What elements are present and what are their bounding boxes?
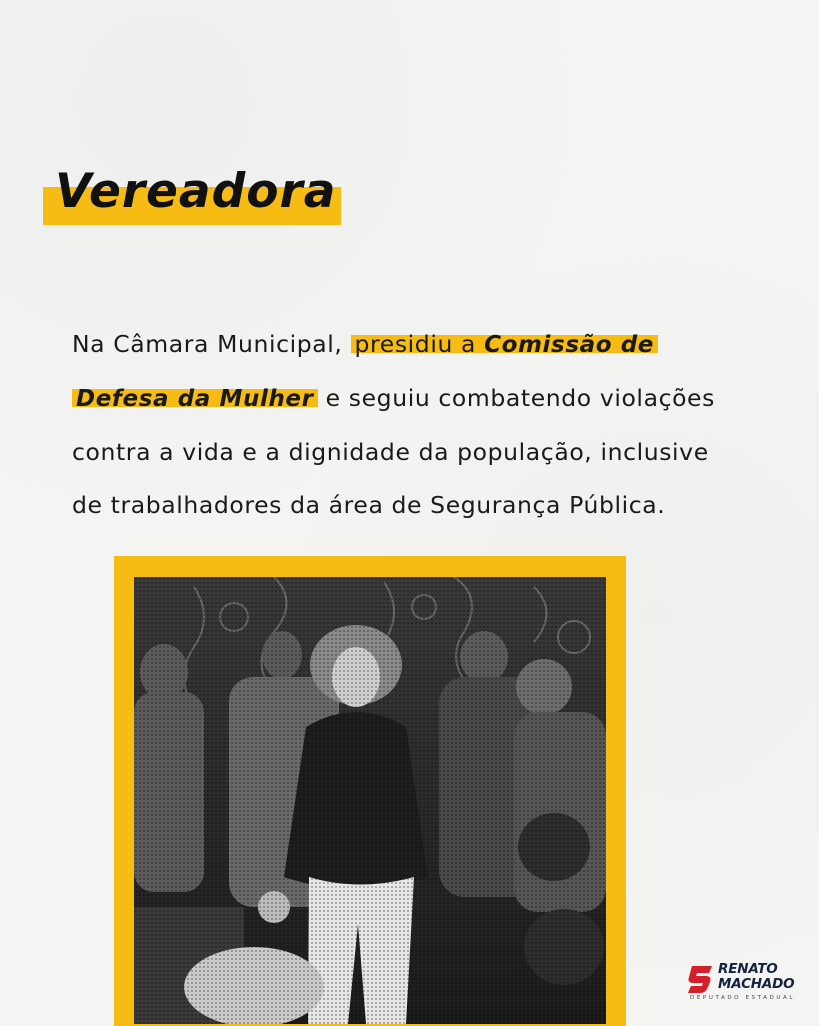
title-block [43,160,343,228]
paragraph-text: presidiu a [354,330,485,358]
paragraph-line: contra a vida e a dignidade da população, inclusive [72,438,709,466]
paragraph-text: e seguiu combatendo violações [317,384,715,412]
logo-line: RENATO [718,961,778,977]
photo-illustration [134,577,606,1024]
logo-name [718,962,794,992]
paragraph-text: Na Câmara Municipal, [72,330,351,358]
highlighted-text [72,384,318,412]
paragraph-line [72,372,772,426]
emphasis-text: Defesa da Mulher [76,386,314,412]
paragraph-line [72,318,772,372]
paragraph-line: de trabalhadores da área de Segurança Pública. [72,491,666,519]
logo [688,962,806,1004]
renato-machado-logo-icon [688,964,714,994]
photo [134,577,606,1024]
page-title: Vereadora [55,164,337,219]
logo-line: MACHADO [718,976,795,992]
body-paragraph [72,318,772,532]
highlighted-text [351,330,658,358]
emphasis-text: Comissão de [484,332,654,358]
logo-subtitle: DEPUTADO ESTADUAL [690,995,796,1001]
